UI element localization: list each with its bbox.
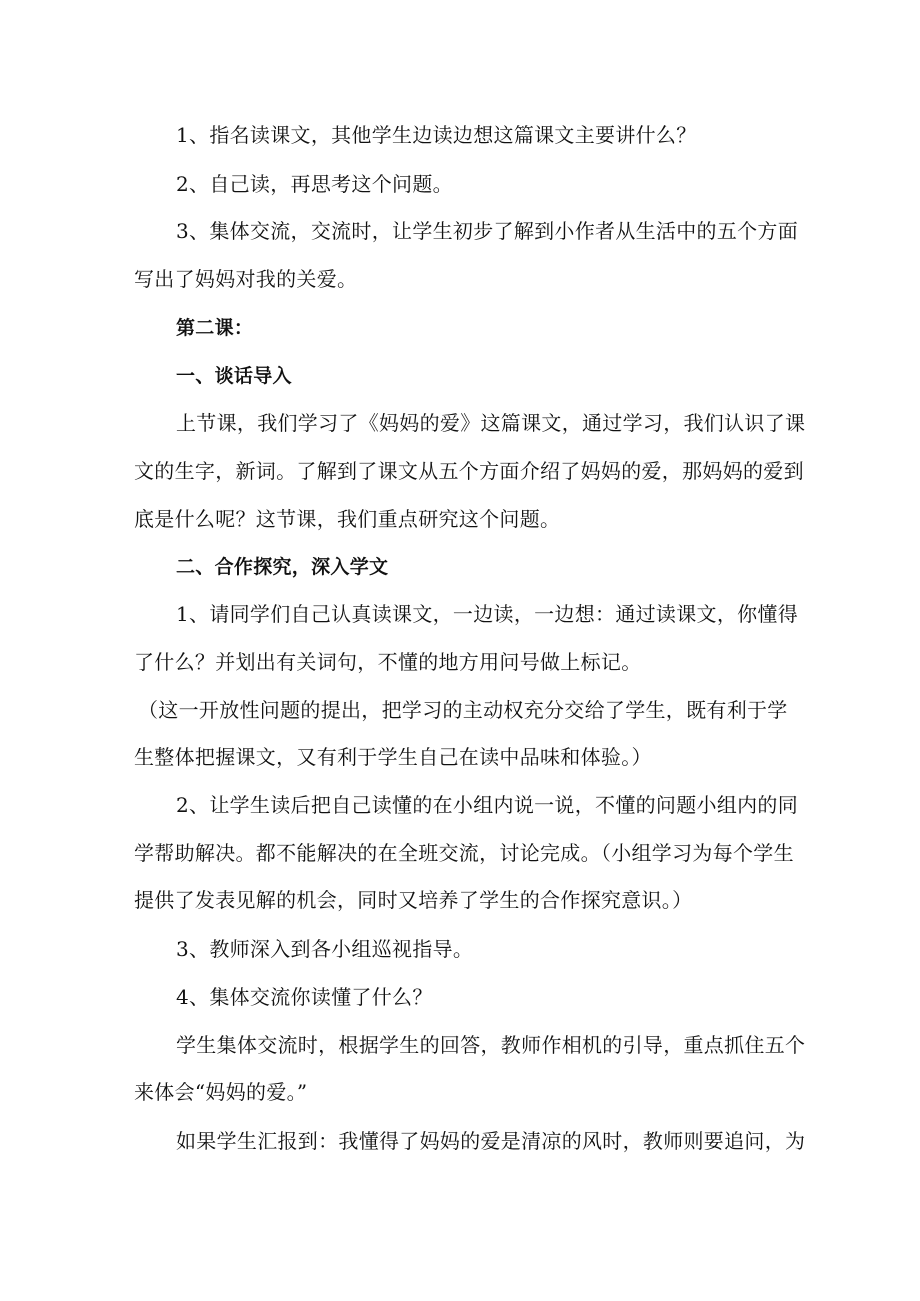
- note-line-1: （这一开放性问题的提出，把学习的主动权充分交给了学生，既有利于学: [138, 698, 788, 722]
- exchange-line-2: 来体会“妈妈的爱。”: [134, 1080, 308, 1104]
- step-1-line-1: 1、请同学们自己认真读课文，一边读，一边想：通过读课文，你懂得: [176, 602, 799, 626]
- report-line-1: 如果学生汇报到：我懂得了妈妈的爱是清凉的风时，教师则要追问，为: [176, 1129, 806, 1153]
- note-line-2: 生整体把握课文，又有利于学生自己在读中品味和体验。）: [134, 745, 652, 769]
- intro-line-3: 底是什么呢？这节课，我们重点研究这个问题。: [134, 507, 561, 531]
- paragraph-step-3-line2: 写出了妈妈对我的关爱。: [134, 267, 358, 291]
- heading-lesson-2: 第二课：: [176, 317, 254, 339]
- heading-section-2: 二、合作探究，深入学文: [176, 556, 389, 578]
- intro-line-1: 上节课，我们学习了《妈妈的爱》这篇课文，通过学习，我们认识了课: [176, 411, 806, 435]
- exchange-line-1: 学生集体交流时，根据学生的回答，教师作相机的引导，重点抓住五个: [176, 1033, 806, 1057]
- heading-section-1: 一、谈话导入: [176, 365, 292, 387]
- step-1-line-2: 了什么？并划出有关词句，不懂的地方用问号做上标记。: [134, 650, 642, 674]
- step-4: 4、集体交流你读懂了什么？: [176, 985, 433, 1009]
- step-3: 3、教师深入到各小组巡视指导。: [176, 937, 474, 961]
- step-2-line-2: 学帮助解决。都不能解决的在全班交流，讨论完成。（小组学习为每个学生: [134, 841, 794, 865]
- intro-line-2: 文的生字，新词。了解到了课文从五个方面介绍了妈妈的爱，那妈妈的爱到: [134, 459, 804, 483]
- step-2-line-3: 提供了发表见解的机会，同时又培养了学生的合作探究意识。）: [134, 888, 693, 912]
- step-2-line-1: 2、让学生读后把自己读懂的在小组内说一说，不懂的问题小组内的同: [176, 793, 799, 817]
- paragraph-step-2: 2、自己读，再思考这个问题。: [176, 172, 453, 196]
- paragraph-step-1: 1、指名读课文，其他学生边读边想这篇课文主要讲什么？: [176, 123, 697, 147]
- paragraph-step-3-line1: 3、集体交流，交流时，让学生初步了解到小作者从生活中的五个方面: [176, 219, 799, 243]
